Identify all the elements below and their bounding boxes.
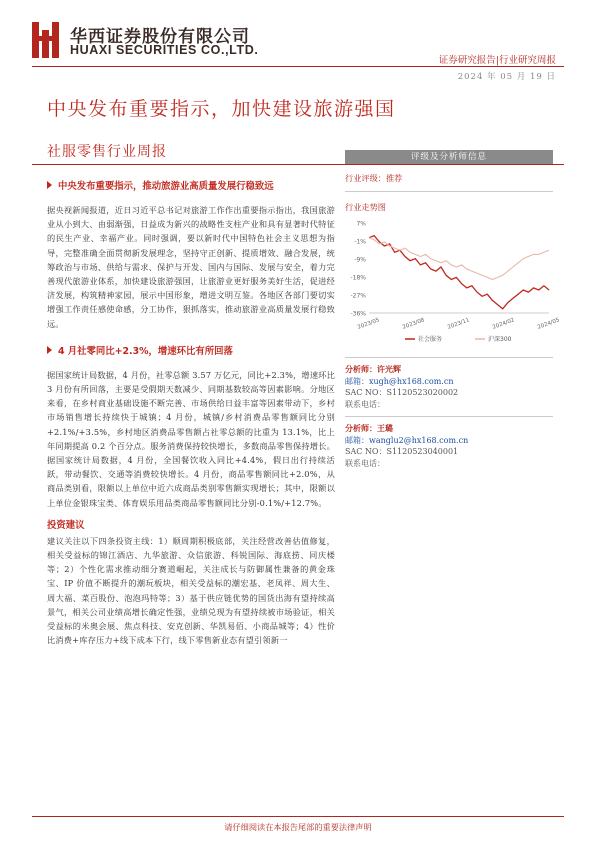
- analyst-email[interactable]: 邮箱：xugh@hx168.com.cn: [345, 376, 454, 386]
- advice-body: 建议关注以下四条投资主线：1）顺周期积极底部，关注经营改善估值修复，相关受益标的锦江酒店、九华旅游、众信旅游、科锐国际、海底捞、同庆楼等；2）个性化需求推动细分赛道崛起，关注成长与防御属性兼备的黄金珠宝、IP 价值不断提升的潮玩板块，相关受益标的潮宏基、老凤祥、周大生、周大福、菜百股份、泡泡玛特等；3）基于供应链优势的国货出海有望持续高景气，相关公司业绩高增长确定性强，业绩兑现为有望持续被市场验证，相关受益标的米奥会展、焦点科技、安克创新、华凯易佰、小商品城等；4）性价比消费+库存压力+线下成本下行，线下零售新业态有望引领新一: [47, 535, 335, 646]
- y-tick-label: -27%: [350, 292, 366, 300]
- advice-heading: 投资建议: [47, 519, 85, 531]
- triangle-bullet-icon: [47, 346, 52, 354]
- x-tick-label: 2023/08: [401, 317, 426, 331]
- analyst-name: 分析师：许光辉: [345, 364, 401, 374]
- huaxi-logo-icon: [32, 22, 62, 58]
- page-title: 中央发布重要指示，加快建设旅游强国: [47, 98, 396, 120]
- y-tick-label: -9%: [354, 256, 366, 264]
- footer-disclaimer[interactable]: 请仔细阅读在本报告尾部的重要法律声明: [224, 822, 372, 832]
- page-subtitle: 社服零售行业周报: [47, 144, 167, 160]
- analyst-name: 分析师：王璐: [345, 423, 393, 433]
- x-tick-label: 2023/11: [446, 317, 471, 331]
- header-rule: [32, 66, 564, 67]
- legend-label: 社会服务: [418, 336, 443, 343]
- section-body-2: 据国家统计局数据，4 月份，社零总额 3.57 万亿元，同比+2.3%，增速环比 3 月份有所回落，主要是受假期天数减少、同期基数较高等因素影响。分地区来看，在乡村商业基础设施不断完善、市场供给日益丰富等因素带动下，乡村市场销售增长持续快于城镇；4 月份，城镇/乡村消费品零售额同比分别+2.1%/+3.5%，乡村地区消费品零售额占社零总额的比重为 13.1%，比上年同期提高 0.2 个百分点。服务消费保持较快增长，多数商品零售保持增长。据国家统计局数据，4 月份，全国餐饮收入同比+4.4%，假日出行持续活跃，带动餐饮、交通等消费较快增长。4 月份，商品零售额同比+2.0%，从商品类别看，限额以上单位中近六成商品类别零售额实现增长；其中，限额以上单位金银珠宝类、体育娱乐用品类商品零售额同比分别-0.1%/+12.7%。: [47, 369, 335, 508]
- brand-cn: 华西证券股份有限公司: [70, 27, 250, 47]
- y-tick-label: -36%: [350, 310, 366, 318]
- analyst-phone: 联系电话：: [345, 399, 385, 409]
- x-tick-label: 2024/02: [491, 317, 516, 331]
- report-date: 2024 年 05 月 19 日: [457, 72, 556, 82]
- divider: [345, 416, 553, 417]
- analyst-sac: SAC NO：S1120523040001: [345, 447, 459, 456]
- industry-trend-chart: [345, 217, 561, 347]
- rating-bar: 评级及分析师信息: [345, 150, 553, 164]
- main-content: [47, 178, 335, 647]
- section-heading-2: 4 月社零同比+2.3%，增速环比有所回落: [47, 343, 335, 360]
- series-line-1: [369, 236, 549, 309]
- y-tick-label: -18%: [350, 274, 366, 282]
- triangle-bullet-icon: [47, 181, 52, 189]
- industry-rating: 行业评级：推荐: [345, 173, 403, 183]
- y-tick-label: 7%: [356, 220, 366, 228]
- x-tick-label: 2023/05: [356, 317, 381, 331]
- side-panel: [345, 150, 561, 469]
- report-type: 证券研究报告|行业研究周报: [438, 55, 556, 66]
- analyst-2: [345, 423, 553, 469]
- footer-rule: [32, 816, 564, 817]
- analyst-email[interactable]: 邮箱：wanglu2@hx168.com.cn: [345, 435, 469, 445]
- section-heading-1: 中央发布重要指示，推动旅游业高质量发展行稳致远: [47, 178, 335, 195]
- x-tick-label: 2024/05: [536, 317, 561, 331]
- divider: [345, 191, 553, 192]
- brand-en: HUAXI SECURITIES CO.,LTD.: [70, 43, 259, 57]
- analyst-1: [345, 364, 553, 410]
- analyst-phone: 联系电话：: [345, 458, 385, 468]
- section-body-1: 据央视新闻报道，近日习近平总书记对旅游工作作出重要指示指出，我国旅游业从小到大、由弱渐强，日益成为新兴的战略性支柱产业和具有显著时代特征的民生产业、幸福产业。同时强调，要以新时代中国特色社会主义思想为指导，完整准确全面贯彻新发展理念，坚持守正创新、提质增效、融合发展，统筹政治与市场、供给与需求、保护与开发、国内与国际、发展与安全，着力完善现代旅游业体系，加快建设旅游强国，让旅游业更好服务美好生活，促进经济发展，构筑精神家园，展示中国形象，增进文明互鉴。各地区各部门要切实增强工作责任感使命感，分工协作，狠抓落实，推动旅游业高质量发展行稳致远。: [47, 205, 335, 329]
- analyst-sac: SAC NO：S1120523020002: [345, 388, 459, 397]
- y-tick-label: -1%: [354, 238, 366, 246]
- series-line-2: [369, 238, 549, 280]
- divider: [345, 357, 553, 358]
- legend-label: 沪深300: [488, 336, 512, 343]
- chart-title: 行业走势图: [345, 202, 386, 212]
